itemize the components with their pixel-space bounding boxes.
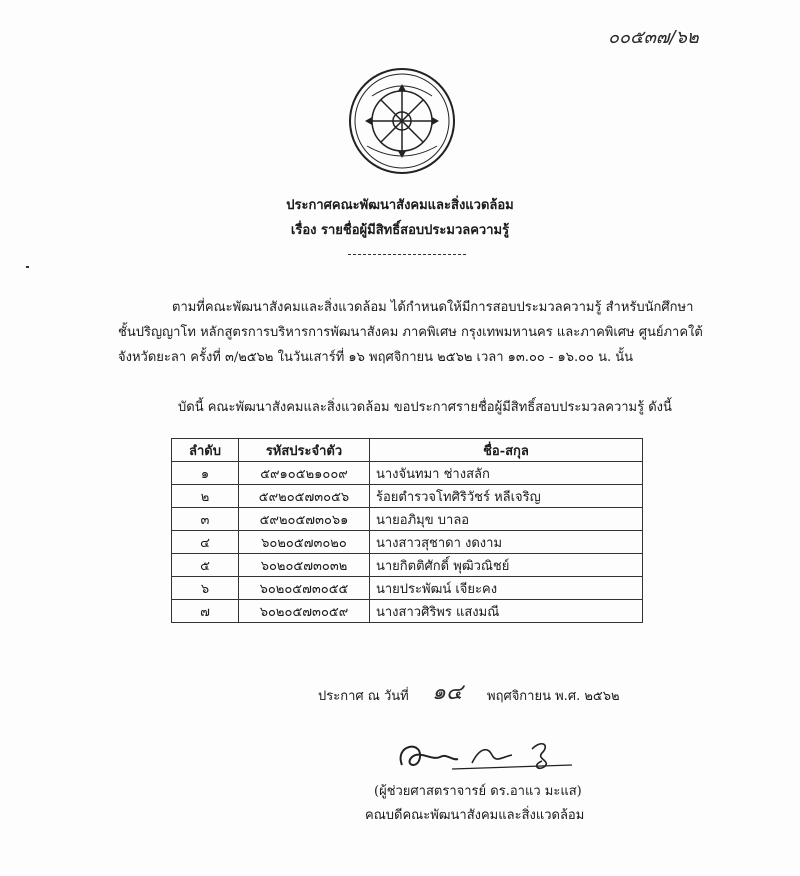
dharma-wheel-seal-icon	[347, 66, 457, 176]
full-name-cell: ร้อยตำรวจโทศิริวัชร์ หลีเจริญ	[370, 485, 643, 508]
body-paragraph-2: บัดนี้ คณะพัฒนาสังคมและสิ่งแวดล้อม ขอประกาศรายชื่อผู้มีสิทธิ์สอบประมวลความรู้ ดังนี้	[178, 400, 672, 415]
table-row	[172, 508, 643, 531]
full-name-cell: นายประพัฒน์ เจียะคง	[370, 577, 643, 600]
body-paragraph-line-3: จังหวัดยะลา ครั้งที่ ๓/๒๕๖๒ ในวันเสาร์ที่ ๑๖ พฤศจิกายน ๒๕๖๒ เวลา ๑๓.๐๐ - ๑๖.๐๐ น. นั้น	[118, 350, 634, 365]
column-header-order: ลำดับ	[172, 439, 239, 462]
document-title: ประกาศคณะพัฒนาสังคมและสิ่งแวดล้อม	[286, 198, 514, 213]
table-row	[172, 462, 643, 485]
order-cell: ๒	[172, 485, 239, 508]
full-name-cell: นางจันทมา ช่างสลัก	[370, 462, 643, 485]
full-name-cell: นายอภิมุข บาลอ	[370, 508, 643, 531]
student-id-cell: ๕๙๑๐๕๒๑๐๐๙	[239, 462, 370, 485]
student-id-cell: ๖๐๒๐๕๗๓๐๕๕	[239, 577, 370, 600]
full-name-cell: นางสาวศิริพร แสงมณี	[370, 600, 643, 623]
signatory-name: (ผู้ช่วยศาสตราจารย์ ดร.อาแว มะแส)	[374, 784, 582, 799]
document-subject: เรื่อง รายชื่อผู้มีสิทธิ์สอบประมวลความรู้	[290, 223, 510, 238]
student-id-cell: ๖๐๒๐๕๗๓๐๓๒	[239, 554, 370, 577]
table-row	[172, 554, 643, 577]
body-paragraph-line-2: ชั้นปริญญาโท หลักสูตรการบริหารการพัฒนาสังคม ภาคพิเศษ กรุงเทพมหานคร และภาคพิเศษ ศูนย์ภาคใต้	[118, 325, 703, 340]
order-cell: ๖	[172, 577, 239, 600]
full-name-cell: นายกิตติศักดิ์ พุฒิวณิชย์	[370, 554, 643, 577]
student-id-cell: ๕๙๒๐๕๗๓๐๖๑	[239, 508, 370, 531]
table-header-row	[172, 439, 643, 462]
table-row	[172, 531, 643, 554]
scan-speck	[26, 266, 29, 268]
full-name-cell: นางสาวสุชาดา งดงาม	[370, 531, 643, 554]
order-cell: ๑	[172, 462, 239, 485]
column-header-student-id: รหัสประจำตัว	[239, 439, 370, 462]
table-row	[172, 600, 643, 623]
body-paragraph-line-1: ตามที่คณะพัฒนาสังคมและสิ่งแวดล้อม ได้กำหนดให้มีการสอบประมวลความรู้ สำหรับนักศึกษา	[172, 300, 694, 315]
dean-signature	[392, 735, 592, 780]
order-cell: ๕	[172, 554, 239, 577]
table-row	[172, 485, 643, 508]
column-header-full-name: ชื่อ-สกุล	[370, 439, 643, 462]
announcement-month-year: พฤศจิกายน พ.ศ. ๒๕๖๒	[487, 689, 620, 704]
handwritten-reference-note: ๐๐๕๓๗/๖๒	[608, 27, 699, 48]
order-cell: ๔	[172, 531, 239, 554]
order-cell: ๗	[172, 600, 239, 623]
institution-seal	[347, 66, 457, 176]
student-id-cell: ๖๐๒๐๕๗๓๐๒๐	[239, 531, 370, 554]
signatory-position: คณบดีคณะพัฒนาสังคมและสิ่งแวดล้อม	[365, 808, 585, 823]
table-row	[172, 577, 643, 600]
announcement-day-handwritten: ๑๔	[432, 680, 463, 705]
eligible-students-table	[171, 438, 643, 623]
student-id-cell: ๖๐๒๐๕๗๓๐๕๙	[239, 600, 370, 623]
signature-scribble-icon	[392, 735, 592, 780]
order-cell: ๓	[172, 508, 239, 531]
announcement-date-prefix: ประกาศ ณ วันที่	[318, 689, 409, 704]
title-underline	[348, 254, 466, 255]
student-id-cell: ๕๙๒๐๕๗๓๐๕๖	[239, 485, 370, 508]
